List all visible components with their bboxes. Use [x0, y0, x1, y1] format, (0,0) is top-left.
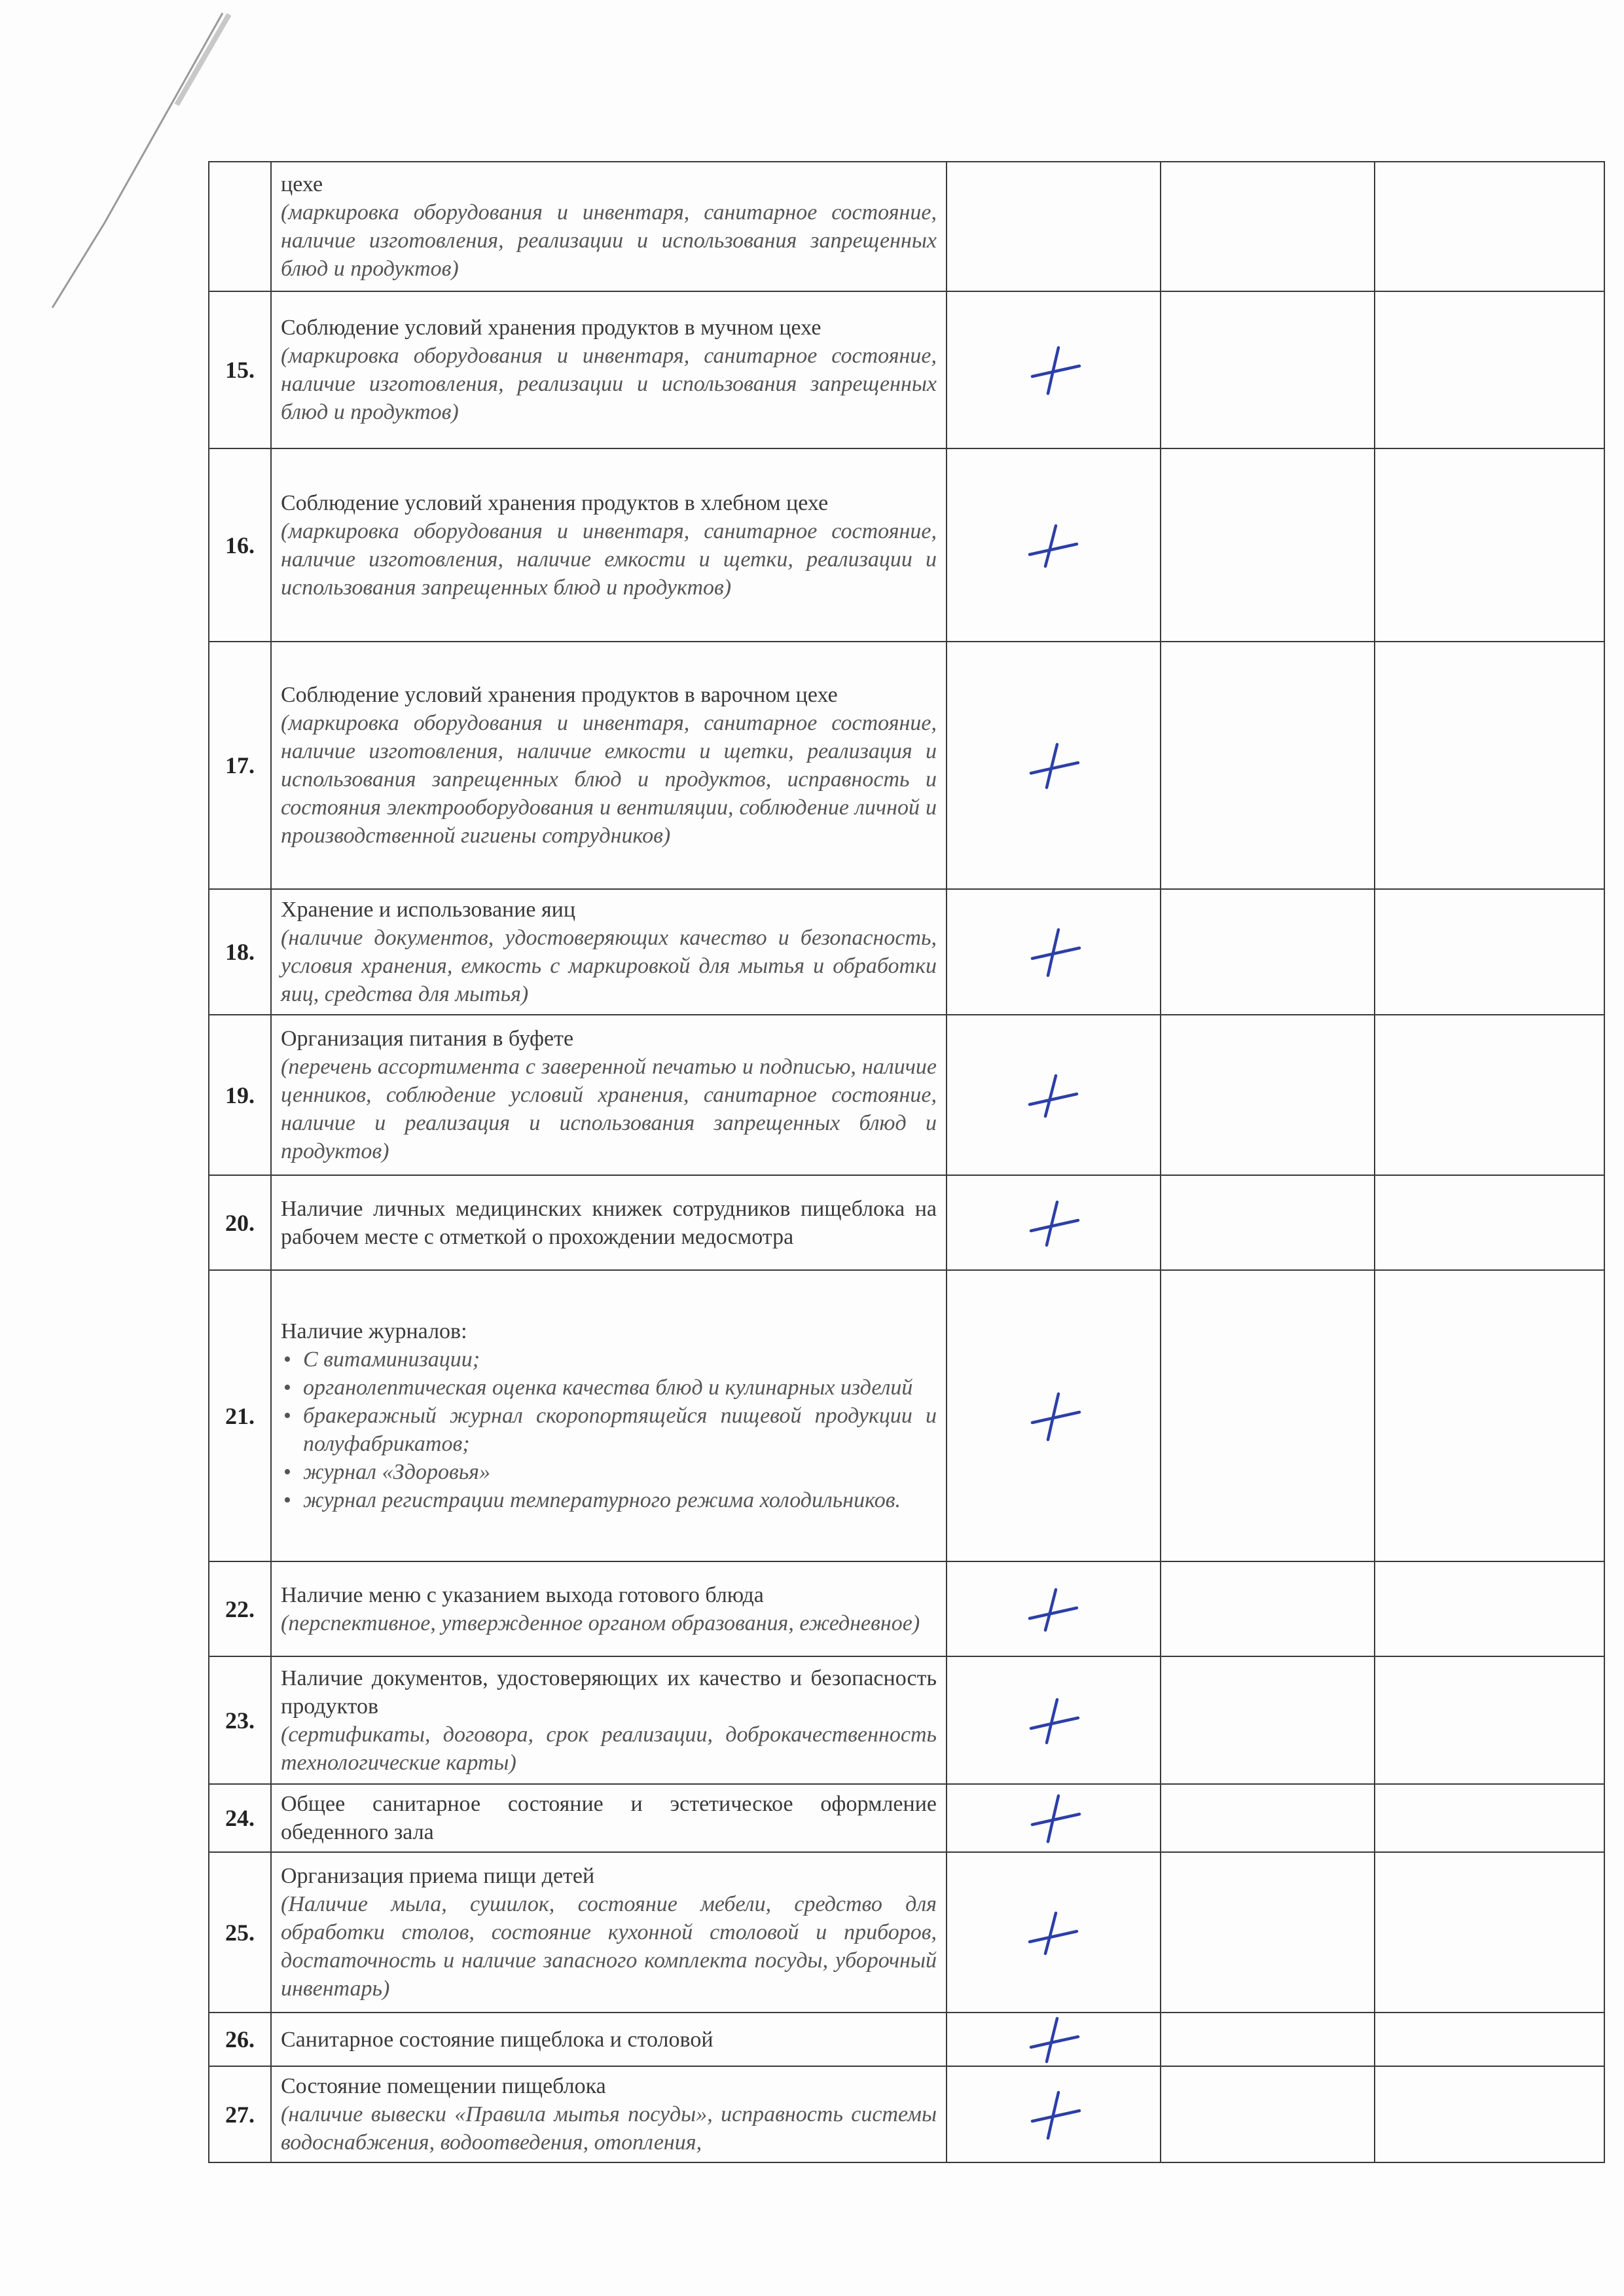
table-row	[209, 1270, 1604, 1561]
row-number: 16.	[209, 448, 271, 642]
empty-cell	[1375, 2013, 1604, 2066]
journal-list	[281, 1345, 937, 1514]
handwritten-plus-mark	[1018, 926, 1090, 978]
row-number: 20.	[209, 1175, 271, 1270]
row-number: 15.	[209, 291, 271, 448]
criterion-details: (наличие вывески «Правила мытья посуды», исправность системы водоснабжения, водоотведения, отопления,	[281, 2102, 937, 2155]
table-row	[209, 1852, 1604, 2013]
empty-cell	[1161, 1784, 1375, 1852]
plus-stroke	[1032, 930, 1079, 975]
criterion-description	[271, 1656, 947, 1784]
empty-cell	[1161, 1656, 1375, 1784]
check-mark-cell	[947, 2013, 1161, 2066]
criterion-title: Наличие документов, удостоверяющих их качество и безопасность продуктов	[281, 1666, 937, 1719]
check-mark-cell	[947, 1784, 1161, 1852]
list-item-label: журнал «Здоровья»	[303, 1460, 490, 1484]
table-row	[209, 448, 1604, 642]
empty-cell	[1375, 162, 1604, 291]
check-mark-cell	[947, 1656, 1161, 1784]
handwritten-plus-mark	[1018, 519, 1090, 572]
empty-cell	[1375, 1015, 1604, 1175]
table-row	[209, 1656, 1604, 1784]
plus-stroke	[1032, 1796, 1079, 1842]
criterion-details: (маркировка оборудования и инвентаря, санитарное состояние, наличие изготовления, наличие емкости и щетки, реализация и использования запрещенных блюд и продуктов, исправность и состояния электрооборудования и вентиляции, соблюдение личной и производственной гигиены сотрудников)	[281, 711, 937, 848]
criterion-title: Наличие меню с указанием выхода готового блюда	[281, 1582, 764, 1607]
row-number: 17.	[209, 642, 271, 889]
criterion-details: (маркировка оборудования и инвентаря, санитарное состояние, наличие изготовления, реализации и использования запрещенных блюд и продуктов)	[281, 200, 937, 281]
empty-cell	[1375, 448, 1604, 642]
empty-cell	[1375, 1784, 1604, 1852]
empty-cell	[1161, 1561, 1375, 1656]
criterion-title: Хранение и использование яиц	[281, 898, 576, 922]
plus-stroke	[1030, 1076, 1077, 1116]
row-number: 27.	[209, 2066, 271, 2162]
empty-cell	[1161, 642, 1375, 889]
criterion-description	[271, 448, 947, 642]
empty-cell	[1161, 1015, 1375, 1175]
row-number: 19.	[209, 1015, 271, 1175]
check-mark-cell	[947, 291, 1161, 448]
empty-cell	[1375, 1852, 1604, 2013]
empty-cell	[1375, 889, 1604, 1015]
list-item-label: органолептическая оценка качества блюд и кулинарных изделий	[303, 1376, 913, 1400]
criterion-title: Соблюдение условий хранения продуктов в мучном цехе	[281, 316, 821, 340]
row-number: 24.	[209, 1784, 271, 1852]
criterion-description	[271, 1175, 947, 1270]
bullet-icon: •	[283, 1376, 291, 1400]
bullet-icon: •	[283, 1347, 291, 1372]
empty-cell	[1161, 1270, 1375, 1561]
table-row	[209, 291, 1604, 448]
criterion-title: Состояние помещении пищеблока	[281, 2074, 606, 2098]
criterion-title: Санитарное состояние пищеблока и столовой	[281, 2027, 713, 2052]
table-row	[209, 1561, 1604, 1656]
empty-cell	[1161, 2066, 1375, 2162]
empty-cell	[1161, 2013, 1375, 2066]
row-number: 25.	[209, 1852, 271, 2013]
check-mark-cell	[947, 642, 1161, 889]
handwritten-plus-mark	[1018, 1906, 1090, 1959]
check-mark-cell	[947, 1270, 1161, 1561]
criterion-description	[271, 1561, 947, 1656]
empty-cell	[1375, 1656, 1604, 1784]
table-row	[209, 1015, 1604, 1175]
criterion-description	[271, 162, 947, 291]
list-item-label: бракеражный журнал скоропортящейся пищевой продукции и полуфабрикатов;	[303, 1404, 937, 1456]
criterion-description	[271, 1015, 947, 1175]
handwritten-plus-mark	[1018, 1583, 1090, 1635]
list-item-label: С витаминизации;	[303, 1347, 480, 1372]
check-mark-cell	[947, 162, 1161, 291]
row-number: 18.	[209, 889, 271, 1015]
handwritten-plus-mark	[1018, 344, 1090, 396]
plus-stroke	[1030, 526, 1077, 566]
plus-stroke	[1031, 1700, 1078, 1743]
plus-stroke	[1030, 1913, 1077, 1954]
criterion-title: Общее санитарное состояние и эстетическое оформление обеденного зала	[281, 1792, 937, 1844]
check-mark-cell	[947, 1175, 1161, 1270]
handwritten-plus-mark	[1018, 2088, 1090, 2141]
check-mark-cell	[947, 1015, 1161, 1175]
list-item-label: журнал регистрации температурного режима холодильников.	[303, 1488, 901, 1512]
list-item	[283, 1486, 937, 1514]
criterion-title: цехе	[281, 172, 323, 196]
row-number	[209, 162, 271, 291]
plus-stroke	[1030, 1590, 1077, 1630]
empty-cell	[1375, 642, 1604, 889]
empty-cell	[1161, 162, 1375, 291]
criterion-description	[271, 2013, 947, 2066]
empty-cell	[1375, 1175, 1604, 1270]
criterion-description	[271, 1852, 947, 2013]
handwritten-plus-mark	[1018, 2013, 1090, 2066]
check-mark-cell	[947, 2066, 1161, 2162]
table-row	[209, 1784, 1604, 1852]
check-mark-cell	[947, 1852, 1161, 2013]
criterion-details: (Наличие мыла, сушилок, состояние мебели, средство для обработки столов, состояние кухонной столовой и приборов, достаточность и наличие запасного комплекта посуды, уборочный инвентарь)	[281, 1892, 937, 2001]
empty-cell	[1375, 291, 1604, 448]
check-mark-cell	[947, 889, 1161, 1015]
list-item	[283, 1458, 937, 1486]
row-number: 21.	[209, 1270, 271, 1561]
empty-cell	[1375, 2066, 1604, 2162]
criterion-description	[271, 1784, 947, 1852]
table-row	[209, 2013, 1604, 2066]
bullet-icon: •	[283, 1404, 291, 1428]
criterion-description	[271, 2066, 947, 2162]
criterion-details: (перспективное, утвержденное органом образования, ежедневное)	[281, 1611, 920, 1635]
check-mark-cell	[947, 448, 1161, 642]
inspection-checklist-table	[208, 161, 1605, 2163]
handwritten-plus-mark	[1018, 739, 1090, 792]
plus-stroke	[1031, 2018, 1078, 2062]
table-row	[209, 642, 1604, 889]
empty-cell	[1375, 1270, 1604, 1561]
criterion-description	[271, 642, 947, 889]
criterion-details: (сертификаты, договора, срок реализации, доброкачественность технологические карты)	[281, 1722, 937, 1775]
criterion-title: Организация приема пищи детей	[281, 1864, 595, 1888]
handwritten-plus-mark	[1018, 1069, 1090, 1121]
criterion-title: Организация питания в буфете	[281, 1027, 574, 1051]
list-item	[283, 1402, 937, 1458]
criterion-description	[271, 291, 947, 448]
empty-cell	[1161, 1175, 1375, 1270]
handwritten-plus-mark	[1018, 1197, 1090, 1249]
criterion-title: Наличие журналов:	[281, 1319, 467, 1343]
table-row	[209, 2066, 1604, 2162]
list-item	[283, 1374, 937, 1402]
criterion-title: Соблюдение условий хранения продуктов в хлебном цехе	[281, 490, 829, 515]
criterion-description	[271, 889, 947, 1015]
criterion-title: Соблюдение условий хранения продуктов в варочном цехе	[281, 683, 838, 707]
criterion-details: (наличие документов, удостоверяющих качество и безопасность, условия хранения, емкость с маркировкой для мытья и обработки яиц, средства для мытья)	[281, 926, 937, 1006]
empty-cell	[1161, 291, 1375, 448]
bullet-icon: •	[283, 1460, 291, 1484]
criterion-details: (маркировка оборудования и инвентаря, санитарное состояние, наличие изготовления, наличие емкости и щетки, реализации и использования запрещенных блюд и продуктов)	[281, 519, 937, 600]
criterion-title: Наличие личных медицинских книжек сотрудников пищеблока на рабочем месте с отметкой о прохождении медосмотра	[281, 1196, 937, 1249]
handwritten-plus-mark	[1018, 1792, 1090, 1844]
criterion-details: (перечень ассортимента с заверенной печатью и подписью, наличие ценников, соблюдение условий хранения, санитарное состояние, наличие и реализация и использования запрещенных блюд и продуктов)	[281, 1055, 937, 1163]
empty-cell	[1375, 1561, 1604, 1656]
table-row	[209, 1175, 1604, 1270]
row-number: 26.	[209, 2013, 271, 2066]
row-number: 23.	[209, 1656, 271, 1784]
criterion-description	[271, 1270, 947, 1561]
plus-stroke	[1031, 1202, 1078, 1245]
table-row	[209, 889, 1604, 1015]
check-mark-cell	[947, 1561, 1161, 1656]
handwritten-plus-mark	[1018, 1694, 1090, 1747]
plus-stroke	[1031, 744, 1078, 788]
empty-cell	[1161, 1852, 1375, 2013]
plus-stroke	[1032, 2092, 1079, 2138]
table-row	[209, 162, 1604, 291]
empty-cell	[1161, 889, 1375, 1015]
plus-stroke	[1032, 348, 1079, 393]
criterion-details: (маркировка оборудования и инвентаря, санитарное состояние, наличие изготовления, реализации и использования запрещенных блюд и продуктов)	[281, 344, 937, 424]
empty-cell	[1161, 448, 1375, 642]
bullet-icon: •	[283, 1488, 291, 1512]
handwritten-plus-mark	[1018, 1390, 1090, 1442]
plus-stroke	[1032, 1394, 1079, 1440]
row-number: 22.	[209, 1561, 271, 1656]
list-item	[283, 1345, 937, 1374]
